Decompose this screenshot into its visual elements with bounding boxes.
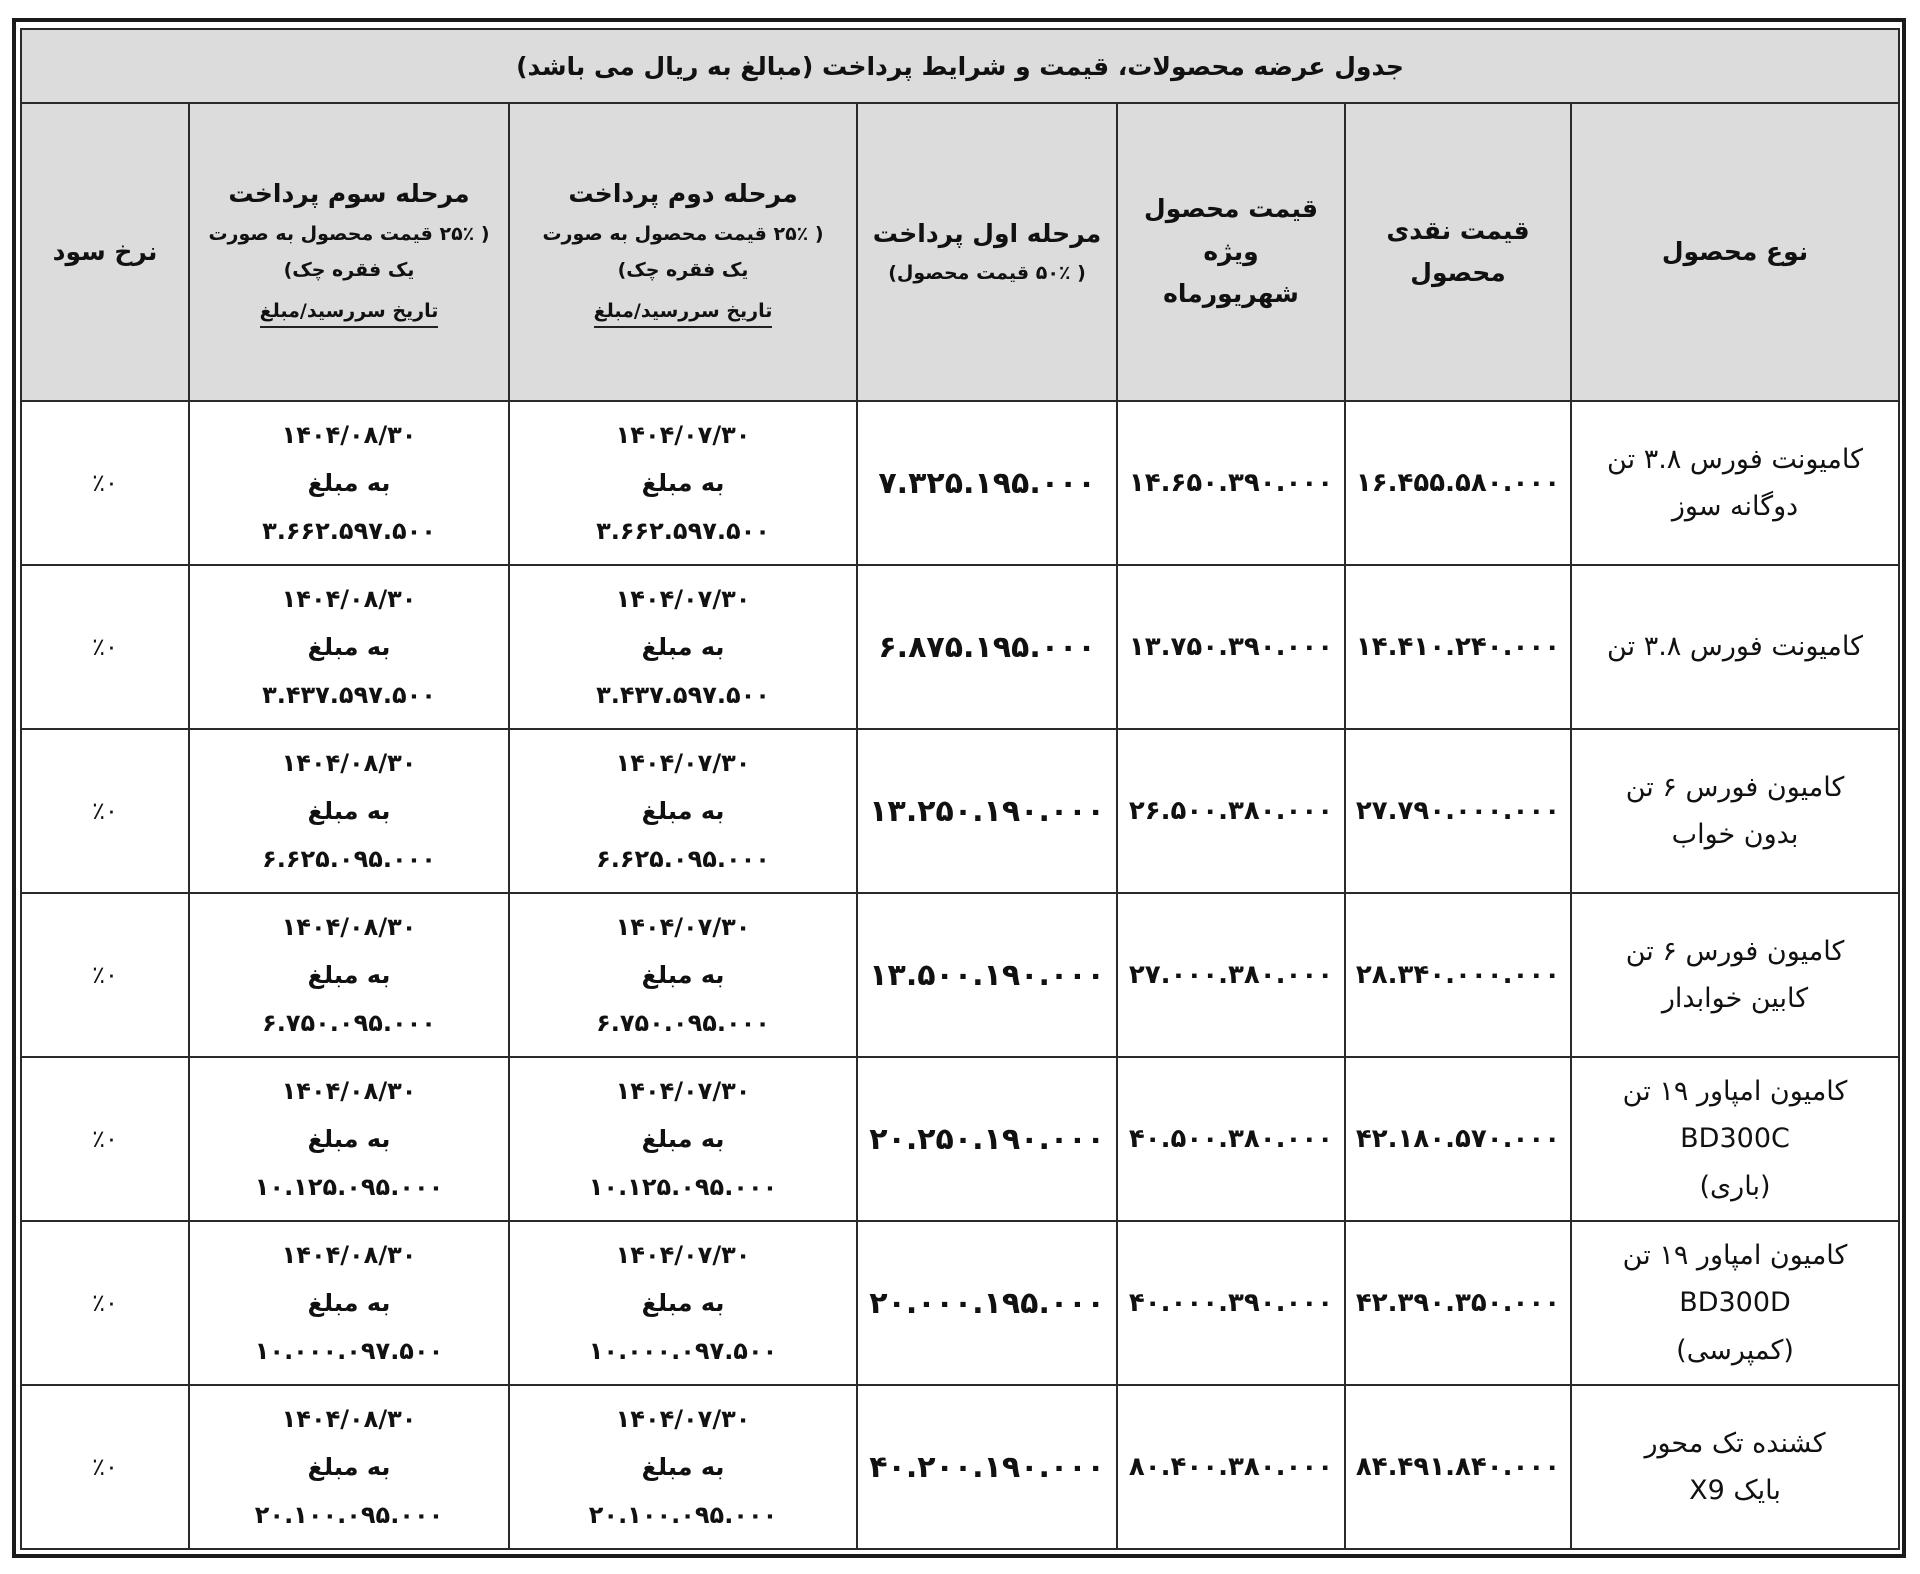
special-price: ۱۳.۷۵۰.۳۹۰.۰۰۰ bbox=[1117, 565, 1345, 729]
interest-rate: ٪۰ bbox=[21, 1221, 189, 1385]
price-table bbox=[20, 28, 1900, 1550]
stage3-amount-label: به مبلغ bbox=[307, 1125, 391, 1153]
interest-rate: ٪۰ bbox=[21, 1385, 189, 1549]
stage2-date: ۱۴۰۴/۰۷/۳۰ bbox=[615, 1241, 751, 1269]
stage3-cell bbox=[189, 1057, 509, 1221]
stage1-amount: ۱۳.۲۵۰.۱۹۰.۰۰۰ bbox=[857, 729, 1117, 893]
stage2-date: ۱۴۰۴/۰۷/۳۰ bbox=[615, 585, 751, 613]
table-row bbox=[21, 729, 1899, 893]
stage3-cell bbox=[189, 1385, 509, 1549]
header-cash-price: قیمت نقدی محصول bbox=[1345, 103, 1571, 401]
product-name: کامیون فورس ۶ تن بدون خواب bbox=[1571, 729, 1899, 893]
stage3-date: ۱۴۰۴/۰۸/۳۰ bbox=[281, 1405, 417, 1433]
product-name: کامیونت فورس ۳.۸ تن bbox=[1571, 565, 1899, 729]
stage2-amount: ۳.۴۳۷.۵۹۷.۵۰۰ bbox=[596, 681, 770, 709]
stage3-amount-label: به مبلغ bbox=[307, 1453, 391, 1481]
cash-price: ۴۲.۱۸۰.۵۷۰.۰۰۰ bbox=[1345, 1057, 1571, 1221]
stage2-amount: ۳.۶۶۲.۵۹۷.۵۰۰ bbox=[596, 517, 770, 545]
header-stage3: مرحله سوم پرداخت ( ۲۵٪ قیمت محصول به صورت یک فقره چک) تاریخ سررسید/مبلغ bbox=[189, 103, 509, 401]
stage3-date: ۱۴۰۴/۰۸/۳۰ bbox=[281, 913, 417, 941]
interest-rate: ٪۰ bbox=[21, 1057, 189, 1221]
table-title: جدول عرضه محصولات، قیمت و شرایط پرداخت (مبالغ به ریال می باشد) bbox=[21, 29, 1899, 103]
stage3-cell bbox=[189, 565, 509, 729]
stage2-amount: ۶.۷۵۰.۰۹۵.۰۰۰ bbox=[596, 1009, 770, 1037]
stage2-cell bbox=[509, 1221, 857, 1385]
stage2-date: ۱۴۰۴/۰۷/۳۰ bbox=[615, 913, 751, 941]
stage3-cell bbox=[189, 401, 509, 565]
special-price: ۴۰.۰۰۰.۳۹۰.۰۰۰ bbox=[1117, 1221, 1345, 1385]
table-row bbox=[21, 893, 1899, 1057]
cash-price: ۸۴.۴۹۱.۸۴۰.۰۰۰ bbox=[1345, 1385, 1571, 1549]
header-stage2: مرحله دوم پرداخت ( ۲۵٪ قیمت محصول به صورت یک فقره چک) تاریخ سررسید/مبلغ bbox=[509, 103, 857, 401]
stage3-date: ۱۴۰۴/۰۸/۳۰ bbox=[281, 585, 417, 613]
stage2-amount-label: به مبلغ bbox=[641, 633, 725, 661]
stage1-amount: ۲۰.۰۰۰.۱۹۵.۰۰۰ bbox=[857, 1221, 1117, 1385]
product-name: کشنده تک محور بایک X9 bbox=[1571, 1385, 1899, 1549]
product-name: کامیون امپاور ۱۹ تن BD300C (باری) bbox=[1571, 1057, 1899, 1221]
cash-price: ۴۲.۳۹۰.۳۵۰.۰۰۰ bbox=[1345, 1221, 1571, 1385]
stage2-cell bbox=[509, 401, 857, 565]
stage3-amount-label: به مبلغ bbox=[307, 633, 391, 661]
stage2-cell bbox=[509, 1057, 857, 1221]
stage3-amount: ۶.۶۲۵.۰۹۵.۰۰۰ bbox=[262, 845, 436, 873]
header-rate: نرخ سود bbox=[21, 103, 189, 401]
table-row bbox=[21, 1057, 1899, 1221]
special-price: ۲۷.۰۰۰.۳۸۰.۰۰۰ bbox=[1117, 893, 1345, 1057]
table-row bbox=[21, 1221, 1899, 1385]
stage1-amount: ۶.۸۷۵.۱۹۵.۰۰۰ bbox=[857, 565, 1117, 729]
stage3-amount-label: به مبلغ bbox=[307, 469, 391, 497]
stage2-amount: ۱۰.۰۰۰.۰۹۷.۵۰۰ bbox=[588, 1337, 778, 1365]
stage3-cell bbox=[189, 1221, 509, 1385]
stage3-amount: ۲۰.۱۰۰.۰۹۵.۰۰۰ bbox=[254, 1501, 444, 1529]
cash-price: ۱۶.۴۵۵.۵۸۰.۰۰۰ bbox=[1345, 401, 1571, 565]
stage2-date: ۱۴۰۴/۰۷/۳۰ bbox=[615, 1077, 751, 1105]
stage2-amount: ۶.۶۲۵.۰۹۵.۰۰۰ bbox=[596, 845, 770, 873]
interest-rate: ٪۰ bbox=[21, 565, 189, 729]
table-row bbox=[21, 401, 1899, 565]
stage3-amount: ۳.۴۳۷.۵۹۷.۵۰۰ bbox=[262, 681, 436, 709]
stage1-amount: ۱۳.۵۰۰.۱۹۰.۰۰۰ bbox=[857, 893, 1117, 1057]
header-special-price: قیمت محصول ویژه شهریورماه bbox=[1117, 103, 1345, 401]
stage3-amount: ۱۰.۰۰۰.۰۹۷.۵۰۰ bbox=[254, 1337, 444, 1365]
product-name: کامیون امپاور ۱۹ تن BD300D (کمپرسی) bbox=[1571, 1221, 1899, 1385]
stage2-cell bbox=[509, 565, 857, 729]
stage2-amount-label: به مبلغ bbox=[641, 797, 725, 825]
stage1-amount: ۲۰.۲۵۰.۱۹۰.۰۰۰ bbox=[857, 1057, 1117, 1221]
stage2-amount-label: به مبلغ bbox=[641, 1289, 725, 1317]
stage2-amount: ۲۰.۱۰۰.۰۹۵.۰۰۰ bbox=[588, 1501, 778, 1529]
interest-rate: ٪۰ bbox=[21, 893, 189, 1057]
stage3-amount: ۶.۷۵۰.۰۹۵.۰۰۰ bbox=[262, 1009, 436, 1037]
cash-price: ۲۷.۷۹۰.۰۰۰.۰۰۰ bbox=[1345, 729, 1571, 893]
stage2-cell bbox=[509, 729, 857, 893]
stage2-amount-label: به مبلغ bbox=[641, 1453, 725, 1481]
header-product: نوع محصول bbox=[1571, 103, 1899, 401]
cash-price: ۲۸.۳۴۰.۰۰۰.۰۰۰ bbox=[1345, 893, 1571, 1057]
stage2-cell bbox=[509, 893, 857, 1057]
special-price: ۸۰.۴۰۰.۳۸۰.۰۰۰ bbox=[1117, 1385, 1345, 1549]
product-name: کامیونت فورس ۳.۸ تن دوگانه سوز bbox=[1571, 401, 1899, 565]
stage3-date: ۱۴۰۴/۰۸/۳۰ bbox=[281, 421, 417, 449]
stage1-amount: ۷.۳۲۵.۱۹۵.۰۰۰ bbox=[857, 401, 1117, 565]
cash-price: ۱۴.۴۱۰.۲۴۰.۰۰۰ bbox=[1345, 565, 1571, 729]
table-row bbox=[21, 565, 1899, 729]
stage3-amount-label: به مبلغ bbox=[307, 1289, 391, 1317]
special-price: ۱۴.۶۵۰.۳۹۰.۰۰۰ bbox=[1117, 401, 1345, 565]
special-price: ۲۶.۵۰۰.۳۸۰.۰۰۰ bbox=[1117, 729, 1345, 893]
interest-rate: ٪۰ bbox=[21, 729, 189, 893]
product-name: کامیون فورس ۶ تن کابین خوابدار bbox=[1571, 893, 1899, 1057]
stage2-date: ۱۴۰۴/۰۷/۳۰ bbox=[615, 749, 751, 777]
stage2-amount-label: به مبلغ bbox=[641, 1125, 725, 1153]
interest-rate: ٪۰ bbox=[21, 401, 189, 565]
stage3-date: ۱۴۰۴/۰۸/۳۰ bbox=[281, 1241, 417, 1269]
stage2-amount-label: به مبلغ bbox=[641, 469, 725, 497]
stage3-amount: ۳.۶۶۲.۵۹۷.۵۰۰ bbox=[262, 517, 436, 545]
stage3-amount: ۱۰.۱۲۵.۰۹۵.۰۰۰ bbox=[254, 1173, 444, 1201]
stage3-amount-label: به مبلغ bbox=[307, 797, 391, 825]
header-stage1: مرحله اول پرداخت ( ۵۰٪ قیمت محصول) bbox=[857, 103, 1117, 401]
table-row bbox=[21, 1385, 1899, 1549]
stage3-date: ۱۴۰۴/۰۸/۳۰ bbox=[281, 749, 417, 777]
special-price: ۴۰.۵۰۰.۳۸۰.۰۰۰ bbox=[1117, 1057, 1345, 1221]
stage2-date: ۱۴۰۴/۰۷/۳۰ bbox=[615, 1405, 751, 1433]
stage3-date: ۱۴۰۴/۰۸/۳۰ bbox=[281, 1077, 417, 1105]
stage1-amount: ۴۰.۲۰۰.۱۹۰.۰۰۰ bbox=[857, 1385, 1117, 1549]
stage3-cell bbox=[189, 893, 509, 1057]
stage2-date: ۱۴۰۴/۰۷/۳۰ bbox=[615, 421, 751, 449]
stage2-cell bbox=[509, 1385, 857, 1549]
stage2-amount-label: به مبلغ bbox=[641, 961, 725, 989]
stage3-amount-label: به مبلغ bbox=[307, 961, 391, 989]
stage3-cell bbox=[189, 729, 509, 893]
stage2-amount: ۱۰.۱۲۵.۰۹۵.۰۰۰ bbox=[588, 1173, 778, 1201]
